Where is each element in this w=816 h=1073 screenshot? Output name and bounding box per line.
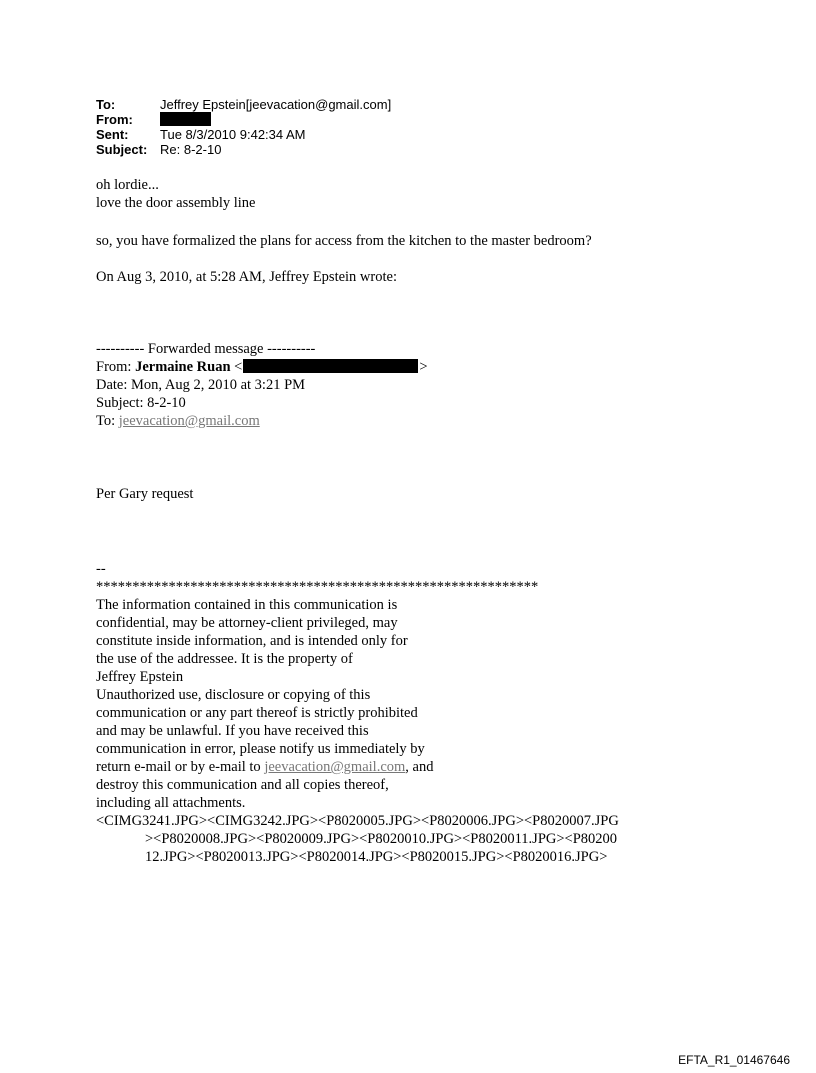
disclaimer-line: The information contained in this communication is <box>96 597 398 613</box>
forwarded-header <box>96 340 428 430</box>
forward-separator: ---------- Forwarded message ---------- <box>96 341 316 357</box>
forward-date: Date: Mon, Aug 2, 2010 at 3:21 PM <box>96 377 306 393</box>
disclaimer-line: and may be unlawful. If you have received this <box>96 723 369 739</box>
forward-from <box>96 358 428 376</box>
disclaimer-line: communication or any part thereof is strictly prohibited <box>96 705 418 721</box>
disclaimer-line: including all attachments. <box>96 795 246 811</box>
reply-line: love the door assembly line <box>96 195 256 211</box>
disclaimer-line: constitute inside information, and is intended only for <box>96 633 408 649</box>
reply-line: oh lordie... <box>96 177 159 193</box>
document-id: EFTA_R1_01467646 <box>678 1053 790 1067</box>
sent-row <box>96 127 391 142</box>
forward-email-redaction <box>243 359 418 373</box>
return-prefix: return e-mail or by e-mail to <box>96 759 265 775</box>
reply-text <box>96 176 255 212</box>
signature-block <box>96 560 619 866</box>
attachment-list-line: <CIMG3241.JPG><CIMG3242.JPG><P8020005.JPG><P8020006.JPG><P8020007.JPG <box>96 813 619 829</box>
return-suffix: , and <box>405 759 434 775</box>
subject-row <box>96 142 391 157</box>
from-redaction <box>160 112 211 126</box>
signature-dashes: -- <box>96 561 106 577</box>
email-header <box>96 97 391 157</box>
forward-subject: Subject: 8-2-10 <box>96 395 186 411</box>
forward-to <box>96 412 428 430</box>
reply-question: so, you have formalized the plans for access from the kitchen to the master bedroom? <box>96 233 592 249</box>
disclaimer-line: Unauthorized use, disclosure or copying of this <box>96 687 371 703</box>
forward-to-email-link[interactable]: jeevacation@gmail.com <box>118 413 260 429</box>
sent-value: Tue 8/3/2010 9:42:34 AM <box>160 127 306 142</box>
to-row <box>96 97 391 112</box>
subject-value: Re: 8-2-10 <box>160 142 222 157</box>
forward-from-open: < <box>230 359 243 375</box>
subject-label: Subject: <box>96 142 148 157</box>
from-row <box>96 112 391 127</box>
disclaimer-line: destroy this communication and all copies thereof, <box>96 777 389 793</box>
disclaimer-line: communication in error, please notify us immediately by <box>96 741 425 757</box>
attachment-list-line: 12.JPG><P8020013.JPG><P8020014.JPG><P8020015.JPG><P8020016.JPG> <box>145 849 608 865</box>
from-label: From: <box>96 112 133 127</box>
to-label: To: <box>96 97 116 112</box>
forward-from-name: Jermaine Ruan <box>135 359 231 375</box>
disclaimer-line: Jeffrey Epstein <box>96 669 184 685</box>
forward-body: Per Gary request <box>96 486 194 502</box>
return-email-link[interactable]: jeevacation@gmail.com <box>264 759 406 775</box>
sent-label: Sent: <box>96 127 129 142</box>
disclaimer-return-line <box>96 758 619 776</box>
disclaimer-line: the use of the addressee. It is the property of <box>96 651 353 667</box>
signature-stars: ************************************************************* <box>96 579 539 595</box>
attachment-list-line: ><P8020008.JPG><P8020009.JPG><P8020010.JPG><P8020011.JPG><P80200 <box>145 831 618 847</box>
forward-to-prefix: To: <box>96 413 119 429</box>
to-value: Jeffrey Epstein[jeevacation@gmail.com] <box>160 97 392 112</box>
quote-intro: On Aug 3, 2010, at 5:28 AM, Jeffrey Epstein wrote: <box>96 269 397 285</box>
forward-from-close: > <box>419 359 428 375</box>
forward-from-prefix: From: <box>96 359 136 375</box>
disclaimer-line: confidential, may be attorney-client privileged, may <box>96 615 398 631</box>
